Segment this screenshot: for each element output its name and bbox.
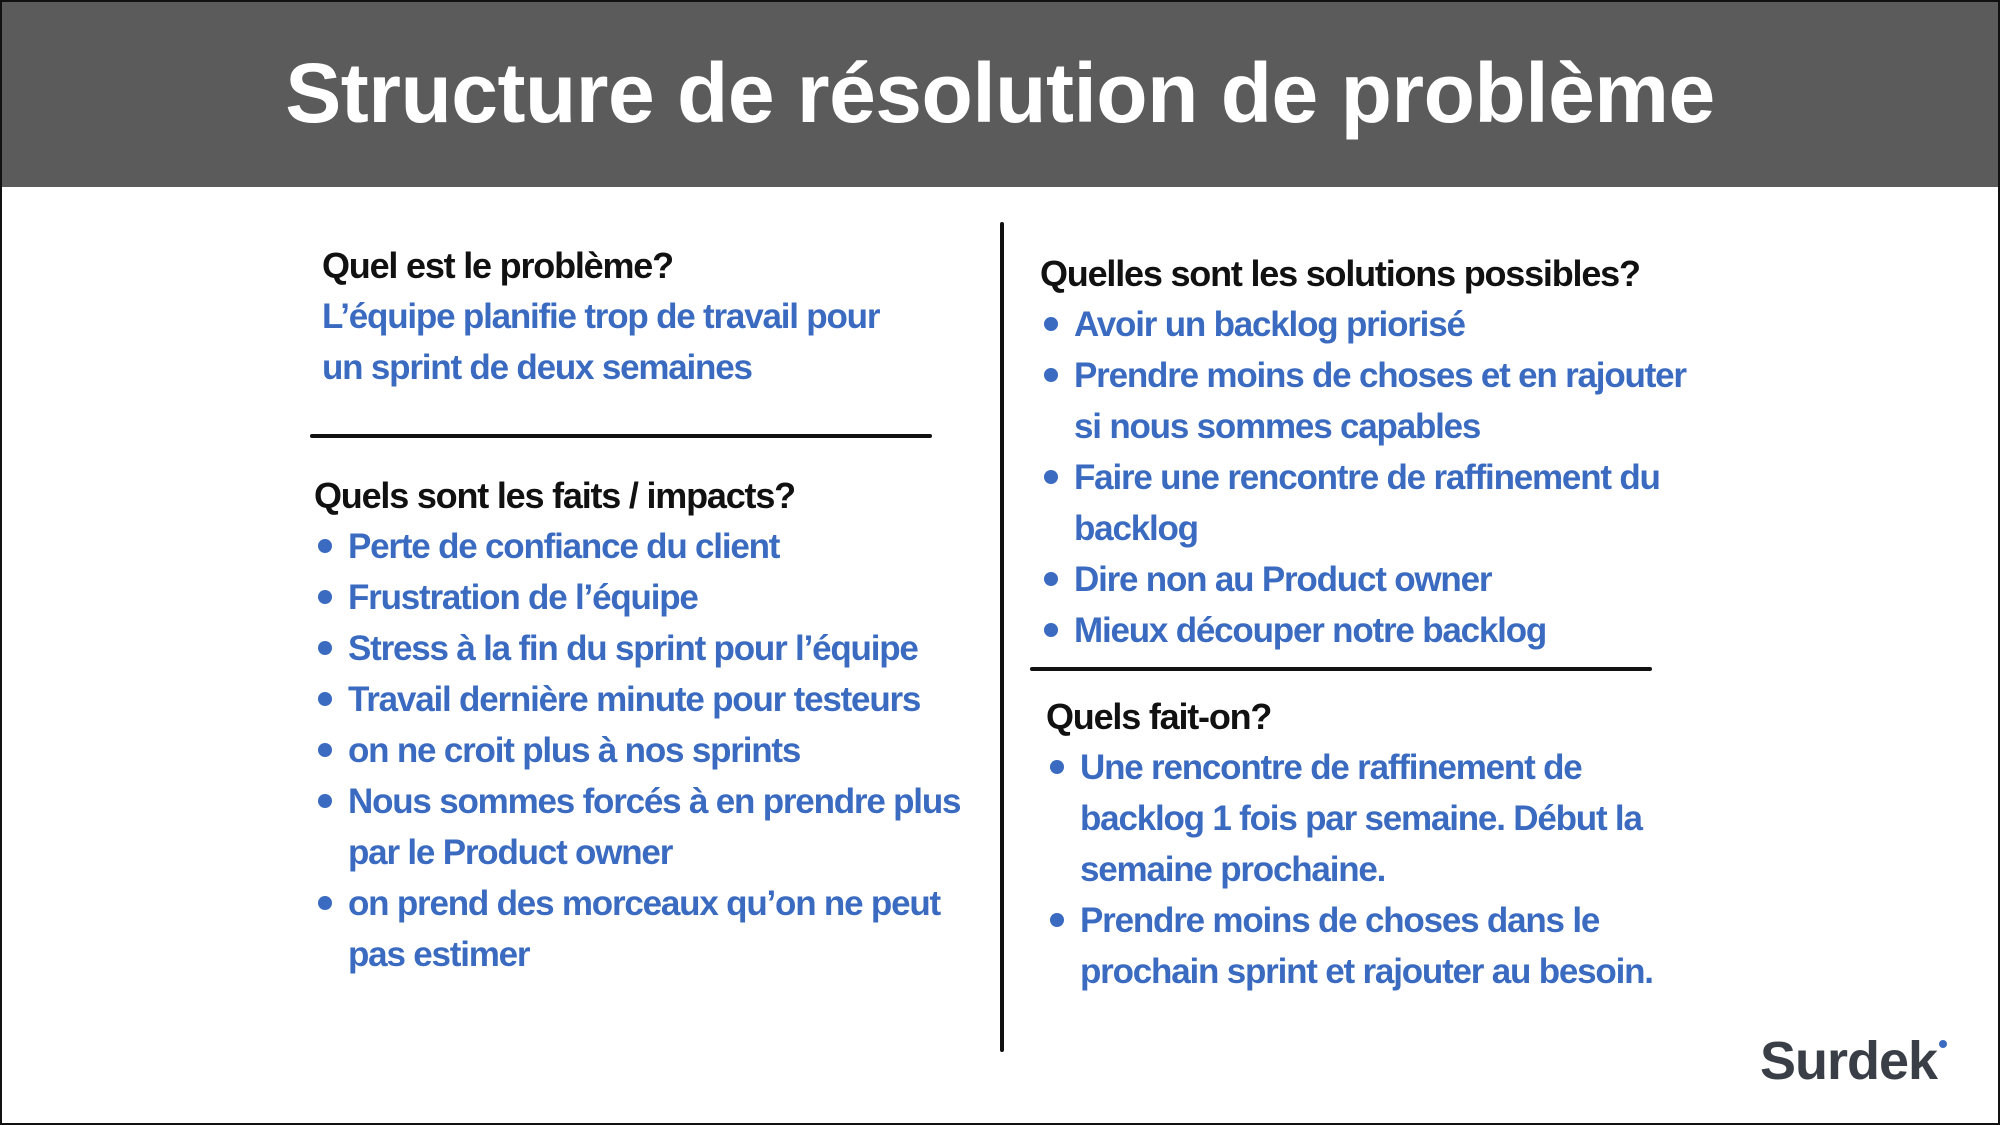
list-item bbox=[1040, 605, 1700, 656]
list-item bbox=[1046, 895, 1686, 997]
logo-text: Surdek bbox=[1760, 1031, 1938, 1091]
bullet-icon bbox=[1044, 368, 1058, 382]
bullet-icon bbox=[1044, 317, 1058, 331]
logo-dot-icon bbox=[1939, 1040, 1947, 1048]
list-item bbox=[314, 725, 974, 776]
list-item-text: on ne croit plus à nos sprints bbox=[348, 731, 801, 770]
bullet-icon bbox=[318, 896, 332, 910]
problem-line: L’équipe planifie trop de travail pour bbox=[322, 297, 880, 336]
vertical-divider bbox=[1000, 222, 1004, 1052]
list-item bbox=[1040, 452, 1700, 554]
title-bar bbox=[0, 0, 2000, 187]
list-item-text: Dire non au Product owner bbox=[1074, 560, 1492, 599]
list-item-text: Perte de confiance du client bbox=[348, 527, 780, 566]
list-item bbox=[314, 623, 974, 674]
list-item-text: Frustration de l’équipe bbox=[348, 578, 698, 617]
list-item bbox=[314, 776, 974, 878]
problem-heading: Quel est le problème? bbox=[322, 245, 673, 286]
list-item-text: Stress à la fin du sprint pour l’équipe bbox=[348, 629, 918, 668]
list-item-text: Nous sommes forcés à en prendre plus par le Product owner bbox=[348, 782, 961, 872]
list-item bbox=[1046, 742, 1686, 895]
list-item-text: Faire une rencontre de raffinement du backlog bbox=[1074, 458, 1660, 548]
facts-list bbox=[314, 521, 974, 980]
list-item bbox=[1040, 554, 1700, 605]
bullet-icon bbox=[1044, 470, 1058, 484]
actions-list bbox=[1046, 742, 1686, 997]
facts-heading: Quels sont les faits / impacts? bbox=[314, 475, 795, 516]
list-item bbox=[314, 878, 974, 980]
bullet-icon bbox=[318, 743, 332, 757]
bullet-icon bbox=[318, 539, 332, 553]
bullet-icon bbox=[1050, 913, 1064, 927]
bullet-icon bbox=[1044, 572, 1058, 586]
list-item-text: Prendre moins de choses et en rajouter si nous sommes capables bbox=[1074, 356, 1686, 446]
problem-section bbox=[322, 240, 962, 393]
solutions-list bbox=[1040, 299, 1700, 656]
bullet-icon bbox=[318, 590, 332, 604]
divider-left bbox=[310, 434, 932, 438]
bullet-icon bbox=[318, 641, 332, 655]
bullet-icon bbox=[318, 794, 332, 808]
bullet-icon bbox=[1044, 623, 1058, 637]
list-item bbox=[314, 521, 974, 572]
facts-section bbox=[314, 470, 974, 980]
list-item-text: on prend des morceaux qu’on ne peut pas estimer bbox=[348, 884, 940, 974]
list-item-text: Mieux découper notre backlog bbox=[1074, 611, 1547, 650]
list-item-text: Prendre moins de choses dans le prochain sprint et rajouter au besoin. bbox=[1080, 901, 1653, 991]
page-title: Structure de résolution de problème bbox=[285, 46, 1715, 140]
list-item bbox=[1040, 350, 1700, 452]
actions-section bbox=[1046, 691, 1686, 997]
list-item-text: Avoir un backlog priorisé bbox=[1074, 305, 1465, 344]
bullet-icon bbox=[1050, 760, 1064, 774]
problem-line: un sprint de deux semaines bbox=[322, 348, 752, 387]
list-item bbox=[1040, 299, 1700, 350]
list-item bbox=[314, 572, 974, 623]
actions-heading: Quels fait-on? bbox=[1046, 696, 1272, 737]
list-item bbox=[314, 674, 974, 725]
list-item-text: Travail dernière minute pour testeurs bbox=[348, 680, 921, 719]
divider-right bbox=[1030, 667, 1652, 671]
solutions-heading: Quelles sont les solutions possibles? bbox=[1040, 253, 1640, 294]
bullet-icon bbox=[318, 692, 332, 706]
solutions-section bbox=[1040, 248, 1700, 656]
list-item-text: Une rencontre de raffinement de backlog 1 fois par semaine. Début la semaine prochaine. bbox=[1080, 748, 1642, 889]
surdek-logo bbox=[1760, 1030, 1937, 1092]
